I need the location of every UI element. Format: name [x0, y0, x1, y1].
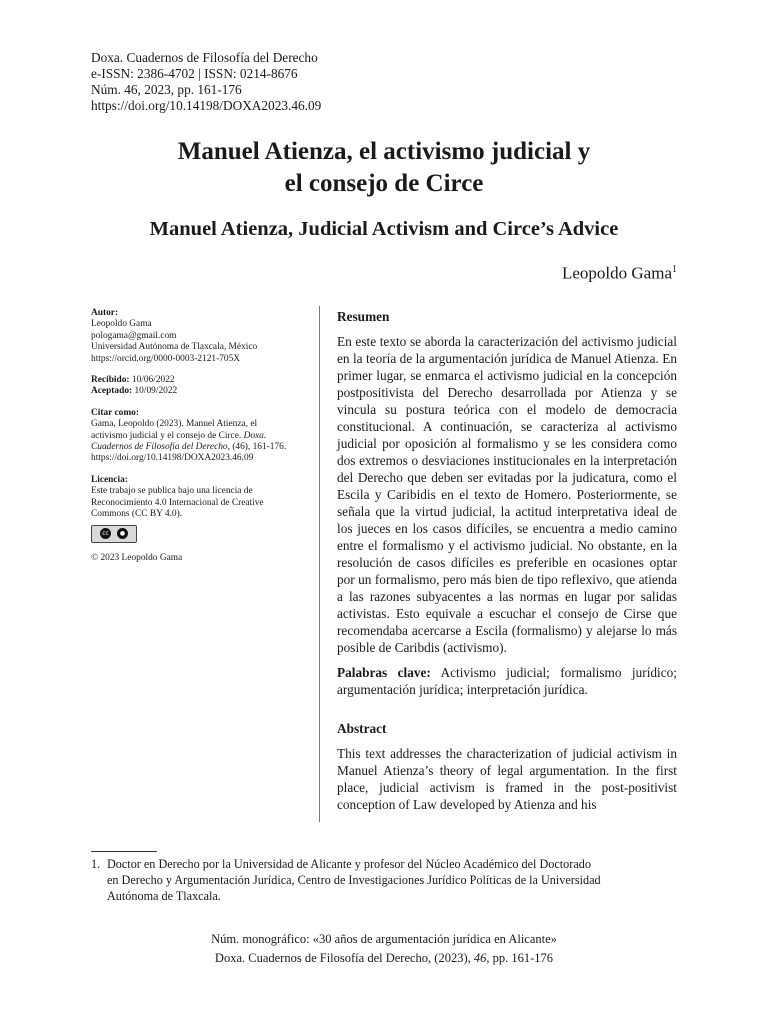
citar-line-2-text: activismo judicial y el consejo de Circe. [91, 430, 244, 441]
footnote-rule [91, 851, 157, 852]
footnote [91, 856, 677, 904]
footer-citation-text: Doxa. Cuadernos de Filosofía del Derecho, (2023), [214, 951, 474, 965]
citar-line-2 [91, 431, 306, 442]
resumen-body: En este texto se aborda la caracterización del activismo judicial en la teoría de la argumentación jurídica de Manuel Atienza. En primer lugar, se enmarca el activismo judicial en la concepción postpositivista del Derecho desarrollada por Atienza y se vincula su postura teórica con el modelo de democracia constitucional. A continuación, se caracteriza al activismo judicial por oposición al formalismo y se les considera como dos extremos o desviaciones institucionales en la interpretación del Derecho que deben ser evitadas por la judicatura, como el Escila y Caribidis en el texto de Homero. Posteriormente, se señala que la virtud judicial, la actitud interpretativa ideal de los jueces en los casos difíciles, se encuentra a medio camino entre el formalismo y el activismo judicial. No obstante, en la resolución de casos difíciles es preferible en ocasiones optar por un formalismo, pero más bien de tipo reflexivo, que atienda a las razones subyacentes a las normas en lugar por salidas activistas. Esto equivale a escuchar el consejo de Cirse que recomendaba acercarse a Escila (formalismo) y alejarse lo más posible de Caribdis (activismo). [337, 334, 677, 655]
dates-info [91, 375, 306, 398]
page-footer [0, 930, 768, 968]
journal-doi-link[interactable]: https://doi.org/10.14198/DOXA2023.46.09 [91, 98, 322, 113]
article-title-english: Manuel Atienza, Judicial Activism and Circe’s Advice [149, 218, 619, 240]
citar-line-3 [91, 442, 306, 453]
autor-affiliation: Universidad Autónoma de Tlaxcala, México [91, 342, 258, 353]
journal-issue: Núm. 46, 2023, pp. 161-176 [91, 82, 242, 97]
author-footnote-mark[interactable]: 1 [672, 264, 677, 275]
footer-monograph: Núm. monográfico: «30 años de argumentación jurídica en Alicante» [211, 932, 557, 946]
citar-doi-link[interactable]: https://doi.org/10.14198/DOXA2023.46.09 [91, 453, 254, 464]
author-byline [562, 258, 677, 286]
licencia-line-2: Reconocimiento 4.0 Internacional de Creative [91, 497, 264, 508]
author-name: Leopoldo Gama [562, 263, 672, 283]
autor-name: Leopoldo Gama [91, 319, 152, 330]
footnote-line-1 [91, 856, 677, 872]
autor-orcid-link[interactable]: https://orcid.org/0000-0003-2121-705X [91, 353, 241, 364]
footnote-number: 1. [91, 857, 101, 871]
aceptado-label: Aceptado: [91, 386, 133, 397]
title-es-line-1: Manuel Atienza, el activismo judicial y [177, 138, 591, 165]
autor-label: Autor: [91, 308, 119, 318]
spacer [337, 656, 677, 664]
license-info [91, 475, 306, 521]
footer-pages: , pp. 161-176 [486, 951, 554, 965]
footer-volume: 46 [473, 951, 487, 965]
footnote-line-3: Autónoma de Tlaxcala. [107, 889, 221, 903]
journal-header [91, 50, 321, 114]
footnote-text-1: Doctor en Derecho por la Universidad de Alicante y profesor del Núcleo Académico del Doctorado [107, 857, 591, 871]
aceptado-date: 10/09/2022 [134, 386, 178, 397]
footnote-line-2: en Derecho y Argumentación Jurídica, Centro de Investigaciones Jurídico Políticas de la Universidad [107, 873, 601, 887]
abstract-heading: Abstract [337, 721, 387, 736]
title-es-line-2: el consejo de Circe [284, 170, 484, 197]
keywords-es [337, 664, 677, 698]
citar-line-2-journal: Doxa. [243, 430, 267, 441]
citar-line-1: Gama, Leopoldo (2023). Manuel Atienza, el [91, 419, 258, 430]
autor-email-link[interactable]: pologama@gmail.com [91, 330, 177, 341]
abstract-body: This text addresses the characterization of judicial activism in Manuel Atienza’s theory of legal argumentation. In the first place, judicial activism is framed in the post-positivist conception of Law developed by Atienza and his [337, 746, 677, 812]
spacer [337, 698, 677, 720]
journal-issn: e-ISSN: 2386-4702 | ISSN: 0214-8676 [91, 66, 298, 81]
recibido-date: 10/06/2022 [131, 375, 175, 386]
abstract-column [337, 308, 677, 813]
recibido-row [91, 375, 306, 386]
keywords-label: Palabras clave: [337, 665, 431, 680]
citation-info [91, 408, 306, 465]
attribution-person-icon: ● [117, 528, 128, 539]
cc-logo-icon: cc [100, 528, 111, 539]
citar-line-3-text: , (46), 161-176. [227, 442, 287, 453]
cc-by-license-icon[interactable] [91, 525, 137, 543]
journal-name: Doxa. Cuadernos de Filosofía del Derecho [91, 50, 318, 65]
licencia-line-3: Commons (CC BY 4.0). [91, 509, 183, 520]
licencia-line-1: Este trabajo se publica bajo una licencia de [91, 486, 253, 497]
resumen-heading: Resumen [337, 309, 390, 324]
licencia-label: Licencia: [91, 474, 128, 485]
recibido-label: Recibido: [91, 375, 130, 386]
article-title-spanish [60, 136, 708, 200]
aceptado-row [91, 386, 306, 397]
column-divider [319, 306, 320, 822]
footer-citation [0, 949, 768, 968]
author-info [91, 308, 306, 365]
keywords-text: Activismo judicial; formalismo jurídico; argumentación jurídica; interpretación jurídica. [337, 665, 677, 697]
citar-label: Citar como: [91, 407, 139, 418]
citar-line-3-journal: Cuadernos de Filosofía del Derecho [91, 442, 228, 453]
copyright-notice: © 2023 Leopoldo Gama [91, 552, 183, 563]
article-metadata-sidebar [91, 308, 306, 564]
